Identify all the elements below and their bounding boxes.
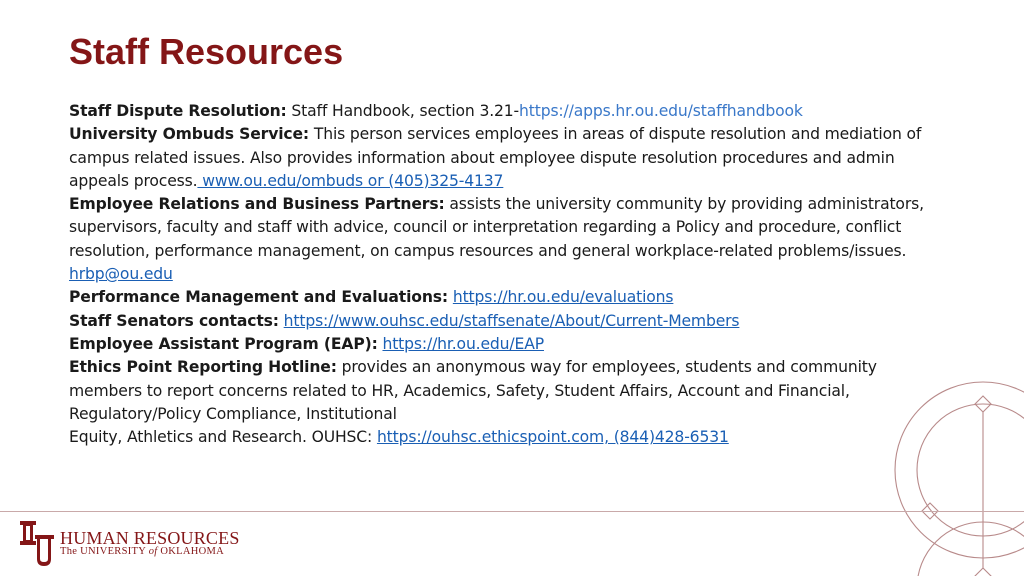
ombuds-link[interactable]: www.ou.edu/ombuds or (405)325-4137 (197, 171, 504, 190)
resource-performance (69, 286, 949, 309)
resource-label: Employee Assistant Program (EAP): (69, 334, 378, 353)
ethicspoint-link[interactable]: https://ouhsc.ethicspoint.com, (844)428-6531 (376, 428, 729, 447)
resource-label: Performance Management and Evaluations: (69, 288, 449, 307)
resource-dispute-resolution (69, 100, 949, 123)
staff-senate-link[interactable]: https://www.ouhsc.edu/staffsenate/About/Current-Members (283, 311, 740, 330)
resource-label: Employee Relations and Business Partners: (69, 195, 445, 214)
resource-label: Staff Dispute Resolution: (69, 102, 287, 120)
org-subtitle (60, 546, 224, 558)
resource-employee-relations (69, 193, 949, 286)
footer-divider (0, 511, 1024, 512)
resource-text-continued: Equity, Athletics and Research. OUHSC: (69, 428, 377, 447)
resource-eap (69, 333, 949, 356)
resource-label: Ethics Point Reporting Hotline: (69, 358, 337, 377)
org-subtitle-suffix: OKLAHOMA (157, 546, 225, 557)
ou-logo-icon (18, 519, 56, 567)
org-subtitle-of: of (148, 546, 158, 557)
decorative-circles (870, 380, 1024, 576)
resource-ethics-point (69, 356, 949, 449)
resource-text: This person services employees in areas of dispute resolution and mediation of campus related issues. Also provides information about employee dispute resolution procedures and admin appeals process. (69, 125, 922, 190)
org-subtitle-prefix: The UNIVERSITY (60, 546, 149, 557)
org-name: HUMAN RESOURCES (60, 528, 240, 548)
page-title: Staff Resources (69, 31, 344, 72)
eap-link[interactable]: https://hr.ou.edu/EAP (382, 334, 544, 353)
resource-text: assists the university community by providing administrators, supervisors, faculty and staff with advice, council or interpretation regarding a Policy and procedure, conflict resolution, performance management, on campus resources and general workplace-related problems/issues. (69, 195, 924, 260)
resource-staff-senators (69, 310, 949, 333)
evaluations-link[interactable]: https://hr.ou.edu/evaluations (452, 288, 674, 307)
resource-label: University Ombuds Service: (69, 125, 310, 144)
resource-label: Staff Senators contacts: (69, 311, 279, 330)
staff-handbook-link[interactable]: https://apps.hr.ou.edu/staffhandbook (519, 102, 803, 120)
resource-text: Staff Handbook, section 3.21- (286, 102, 520, 120)
resource-ombuds (69, 123, 949, 193)
resource-list (69, 100, 949, 449)
hrbp-email-link[interactable]: hrbp@ou.edu (69, 265, 173, 284)
resource-text: provides an anonymous way for employees, students and community members to report concerns related to HR, Academics, Safety, Student Affairs, Account and Financial, Regulatory/Policy Compliance, Institutional (69, 358, 877, 423)
